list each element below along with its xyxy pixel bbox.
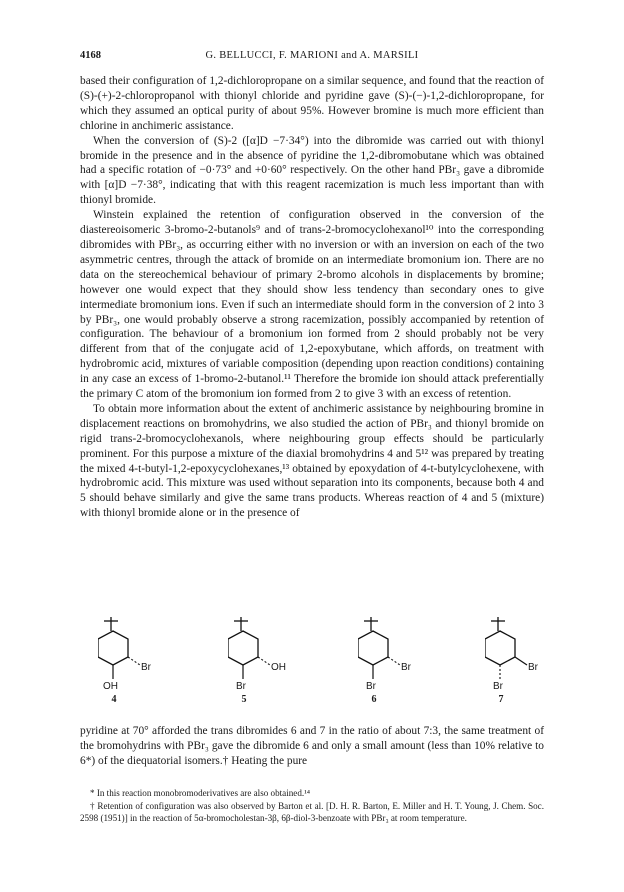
page-number: 4168 <box>80 50 101 61</box>
footnotes <box>80 787 544 825</box>
substituent-label: Br <box>366 681 376 692</box>
structure-4 <box>98 617 188 719</box>
paragraph-5: pyridine at 70° afforded the trans dibromides 6 and 7 in the ratio of about 7:3, the same treatment of the bromohydrins with PBr₃ gave the dibromide 6 and only a small amount (less than 10% relative to 6*) of the diequatorial isomers.† Heating the pure <box>80 725 544 767</box>
compound-number: 7 <box>498 694 504 705</box>
substituent-label: OH <box>103 681 118 692</box>
paragraph-3: Winstein explained the retention of configuration observed in the conversion of the diastereoisomeric 3-bromo-2-butanols⁹ and of trans-2-bromocyclohexanol¹⁰ into the corresponding dibromides with PBr₃, as occurring either with no inversion or with an inversion on each of the two asymmetric centres, through the attack of bromide on an intermediate bromonium ion. There are no data on the stereochemical behaviour of primary 2-bromo alcohols in displacements by bromine; however one would expect that they should show less tendency than secondary ones to give intermediate bromonium ions. Even if such an intermediate should form in the conversion of 2 into 3 by PBr₃, one would probably observe a strong racemization, possibly accompanied by retention of configuration. The behaviour of a bromonium ion formed from 2 should probably not be very different from that of the conjugate acid of 1,2-epoxybutane, which affords, on treatment with hydrobromic acid, mixtures of variable composition (depending upon reaction conditions) containing in any case an excess of 1-bromo-2-butanol.¹¹ Therefore the bromide ion should attack preferentially the primary C atom of the bromonium ion formed from 2 to give 3 with an excess of retention. <box>80 209 544 401</box>
substituent-label: Br <box>493 681 503 692</box>
compound-number: 5 <box>241 694 247 705</box>
footnote-dagger: † Retention of configuration was also observed by Barton et al. [D. H. R. Barton, E. Miller and H. T. Young, J. Chem. Soc. 2598 (1951)] in the reaction of 5α-bromocholestan-3β, 6β-diol-3-benzoate with PBr₃ at room temperature. <box>80 800 544 824</box>
substituent-label: Br <box>401 662 411 673</box>
structure-5 <box>228 617 318 719</box>
paragraph-2: When the conversion of (S)-2 ([α]D −7·34°) into the dibromide was carried out with thionyl bromide in the presence and in the absence of pyridine the 1,2-dibromobutane which was obtained had a specific rotation of −0·73° and +0·60° respectively. On the other hand PBr₃ gave a dibromide with [α]D −7·38°, indicating that with this reagent racemization is much less important than with thionyl bromide. <box>80 134 544 207</box>
body-text <box>80 74 544 521</box>
structure-7 <box>485 617 575 719</box>
substituent-label: Br <box>141 662 151 673</box>
substituent-label: Br <box>236 681 246 692</box>
substituent-label: OH <box>271 662 286 673</box>
body-text-continued <box>80 724 544 769</box>
paragraph-1: based their configuration of 1,2-dichloropropane on a similar sequence, and found that the reaction of (S)-(+)-2-chloropropanol with thionyl chloride and pyridine gave (S)-(−)-1,2-dichloropropane, for which they assumed an optical purity of about 95%. However bromine is much more efficient than chlorine in anchimeric assistance. <box>80 75 544 132</box>
page-header <box>80 50 544 66</box>
compound-number: 6 <box>371 694 377 705</box>
structure-6 <box>358 617 448 719</box>
paragraph-4: To obtain more information about the extent of anchimeric assistance by neighbouring bromine in displacement reactions on bromohydrins, we also studied the action of PBr₃ and thionyl bromide on rigid trans-2-bromocyclohexanols, where neighbouring group effects should be particularly prominent. For this purpose a mixture of the diaxial bromohydrins 4 and 5¹² was prepared by treating the mixed 4-t-butyl-1,2-epoxycyclohexanes,¹³ obtained by epoxydation of 4-t-butylcyclohexene, with hydrobromic acid. This mixture was used without separation into its components, because both 4 and 5 should behave similarly and give the same trans products. Whereas reaction of 4 and 5 (mixture) with thionyl bromide alone or in the presence of <box>80 402 544 520</box>
compound-number: 4 <box>111 694 117 705</box>
running-title: G. BELLUCCI, F. MARIONI and A. MARSILI <box>205 50 419 61</box>
substituent-label: Br <box>528 662 538 673</box>
structure-row <box>80 617 544 719</box>
footnote-asterisk: * In this reaction monobromoderivatives are also obtained.¹⁴ <box>90 788 311 798</box>
